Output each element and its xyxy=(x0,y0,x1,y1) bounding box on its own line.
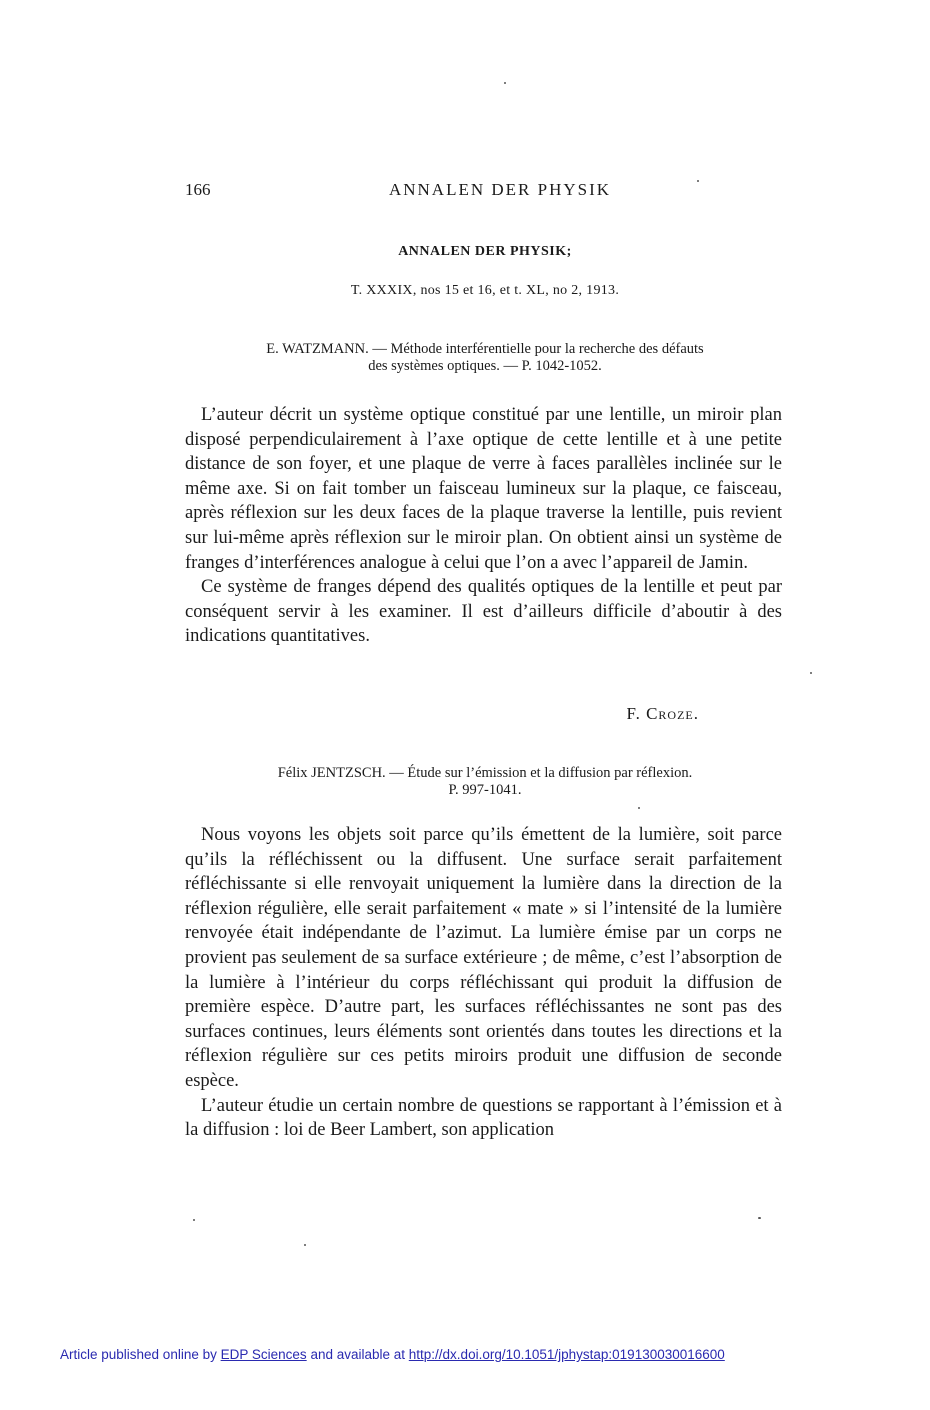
running-head xyxy=(185,180,785,204)
article2-paragraph-1: Nous voyons les objets soit parce qu’ils émettent de la lumière, soit parce qu’ils la réfléchissent ou la diffusent. Une surface serait parfaitement réfléchissante si elle renvoyait uniquement la lumière dans la direction de la réflexion régulière, elle serait parfaitement « mate » si l’intensité de la lumière renvoyée était indépendante de l’azimut. La lumière émise par un corps ne provient pas seulement de sa surface extérieure ; de même, c’est l’absorption de la lumière à l’intérieur du corps réfléchissant qui produit la diffusion de première espèce. D’autre part, les surfaces réfléchissantes ne sont pas des surfaces continues, leurs éléments sont orientés dans toutes les directions et la réflexion régulière sur ces petits miroirs produit une diffusion de seconde espèce. xyxy=(185,825,782,1091)
doi-link[interactable]: http://dx.doi.org/10.1051/jphystap:019130030016600 xyxy=(408,1347,725,1362)
article1-heading-line2: des systèmes optiques. — P. 1042-1052. xyxy=(368,358,602,374)
footer-middle: and available at xyxy=(310,1347,406,1362)
volume-line: T. XXXIX, nos 15 et 16, et t. XL, no 2, 1913. xyxy=(350,283,620,298)
article2-heading-line1: Félix JENTZSCH. — Étude sur l’émission et la diffusion par réflexion. xyxy=(277,765,693,781)
article1-body xyxy=(185,403,782,649)
article1-heading xyxy=(185,341,785,375)
running-title: ANNALEN DER PHYSIK xyxy=(388,180,612,199)
publication-footer xyxy=(60,1347,725,1362)
article1-heading-line1: E. WATZMANN. — Méthode interférentielle pour la recherche des défauts xyxy=(266,341,704,357)
article2-heading xyxy=(185,765,785,799)
journal-section-title: ANNALEN DER PHYSIK; xyxy=(398,244,572,259)
scan-speck xyxy=(638,807,640,809)
scan-speck xyxy=(193,1219,195,1221)
scan-speck xyxy=(504,82,506,84)
article1-paragraph-2: Ce système de franges dépend des qualités optiques de la lentille et peut par conséquent servir à les examiner. Il est d’ailleurs difficile d’aboutir à des indications quantitatives. xyxy=(185,577,782,647)
article2-body xyxy=(185,823,782,1143)
scan-speck xyxy=(758,1217,761,1219)
article1-signature: F. Croze. xyxy=(626,704,699,723)
footer-prefix: Article published online by xyxy=(60,1347,217,1362)
page-number: 166 xyxy=(185,180,211,199)
scan-speck xyxy=(810,672,812,674)
scan-speck xyxy=(697,180,699,182)
article2-heading-line2: P. 997-1041. xyxy=(448,782,522,798)
article2-paragraph-2: L’auteur étudie un certain nombre de questions se rapportant à l’émission et à la diffusion : loi de Beer Lambert, son application xyxy=(185,1095,782,1141)
scan-speck xyxy=(304,1244,306,1246)
publisher-link[interactable]: EDP Sciences xyxy=(220,1347,307,1362)
article1-paragraph-1: L’auteur décrit un système optique constitué par une lentille, un miroir plan disposé perpendiculairement à l’axe optique de cette lentille et à une petite distance de son foyer, et une plaque de verre à faces parallèles inclinée sur le même axe. Si on fait tomber un faisceau lumineux sur la plaque, ce faisceau, après réflexion sur les deux faces de la plaque traverse la lentille, puis revient sur lui-même après réflexion sur le miroir plan. On obtient ainsi un système de franges d’interférences analogue à celui que l’on a avec l’appareil de Jamin. xyxy=(185,405,782,573)
